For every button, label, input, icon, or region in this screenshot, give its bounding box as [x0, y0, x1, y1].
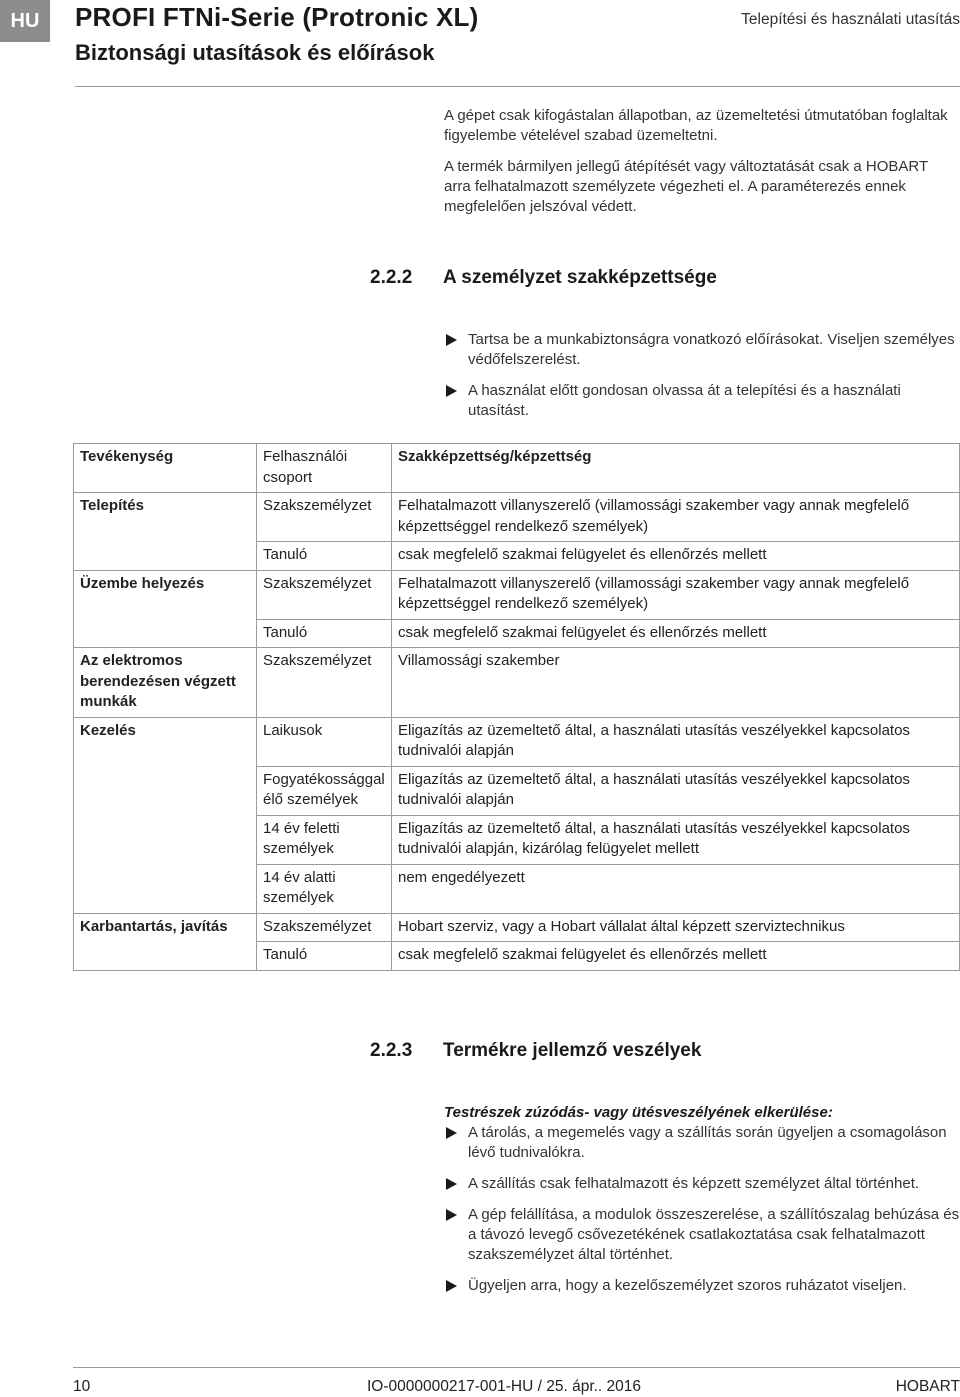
activity-cell: Kezelés: [74, 717, 257, 913]
activity-cell: Az elektromos berendezésen végzett munkák: [74, 648, 257, 718]
qualification-notes: [444, 330, 958, 432]
table-row: [74, 570, 960, 619]
qualification-cell: Felhatalmazott villanyszerelő (villamossági szakember vagy annak megfelelő képzettséggel rendelkező személyek): [392, 493, 960, 542]
page-number: 10: [73, 1378, 91, 1395]
user-group-cell: Tanuló: [257, 619, 392, 648]
qualification-cell: csak megfelelő szakmai felügyelet és ellenőrzés mellett: [392, 942, 960, 971]
table-row: [74, 648, 960, 718]
bullet-item: A szállítás csak felhatalmazott és képzett személyzet által történhet.: [444, 1174, 960, 1194]
activity-cell: Karbantartás, javítás: [74, 913, 257, 970]
document-title: PROFI FTNi-Serie (Protronic XL): [75, 2, 479, 32]
bullet-item: Ügyeljen arra, hogy a kezelőszemélyzet szoros ruházatot viseljen.: [444, 1276, 960, 1296]
activity-cell: Telepítés: [74, 493, 257, 571]
section-title: Termékre jellemző veszélyek: [443, 1040, 702, 1061]
column-header-user-group: Felhasználói csoport: [257, 444, 392, 493]
activity-cell: Üzembe helyezés: [74, 570, 257, 648]
qualification-table: [73, 443, 960, 971]
intro-paragraph-2: A termék bármilyen jellegű átépítését vagy változtatását csak a HOBART arra felhatalmazott személyzete végezheti el. A paraméterezés ennek megfelelően jelszóval védett.: [444, 158, 928, 215]
section-number: 2.2.2: [370, 267, 413, 288]
user-group-cell: Laikusok: [257, 717, 392, 766]
user-group-cell: Fogyatékossággal élő személyek: [257, 766, 392, 815]
intro-paragraph-1: A gépet csak kifogástalan állapotban, az üzemeltetési útmutatóban foglaltak figyelembe vételével szabad üzemeltetni.: [444, 107, 948, 144]
user-group-cell: 14 év alatti személyek: [257, 864, 392, 913]
qualification-cell: Villamossági szakember: [392, 648, 960, 718]
section-heading-2-2-2: [370, 267, 717, 289]
qualification-cell: csak megfelelő szakmai felügyelet és ellenőrzés mellett: [392, 619, 960, 648]
brand-name: HOBART: [895, 1378, 960, 1395]
bullet-item: A gép felállítása, a modulok összeszerelése, a szállítószalag behúzása és a távozó levegő csővezetékének csatlakoztatása csak felhatalmazott szakszemélyzet által történhet.: [444, 1205, 960, 1265]
user-group-cell: 14 év feletti személyek: [257, 815, 392, 864]
document-type: Telepítési és használati utasítás: [741, 11, 960, 28]
section-title: A személyzet szakképzettsége: [443, 267, 717, 288]
column-header-qualification: Szakképzettség/képzettség: [392, 444, 960, 493]
table-header-row: [74, 444, 960, 493]
qualification-cell: Eligazítás az üzemeltető által, a használati utasítás veszélyekkel kapcsolatos tudnivalói alapján: [392, 717, 960, 766]
document-id: IO-0000000217-001-HU / 25. ápr.. 2016: [367, 1378, 642, 1395]
section-number: 2.2.3: [370, 1040, 413, 1061]
header-divider: [75, 86, 960, 87]
bullet-item: A tárolás, a megemelés vagy a szállítás során ügyeljen a csomagoláson lévő tudnivalókra.: [444, 1123, 960, 1163]
bullet-item: Tartsa be a munkabiztonságra vonatkozó előírásokat. Viseljen személyes védőfelszerelést.: [444, 330, 958, 370]
document-subtitle: Biztonsági utasítások és előírások: [75, 40, 435, 65]
user-group-cell: Tanuló: [257, 542, 392, 571]
bullet-list: [444, 330, 958, 421]
qualification-cell: Hobart szerviz, vagy a Hobart vállalat által képzett szerviztechnikus: [392, 913, 960, 942]
user-group-cell: Szakszemélyzet: [257, 493, 392, 542]
user-group-cell: Szakszemélyzet: [257, 648, 392, 718]
bullet-list: [444, 1123, 960, 1296]
section-heading-2-2-3: [370, 1040, 701, 1062]
footer-divider: [73, 1367, 960, 1368]
table-body: [74, 493, 960, 971]
qualification-cell: csak megfelelő szakmai felügyelet és ellenőrzés mellett: [392, 542, 960, 571]
table-row: [74, 493, 960, 542]
qualification-cell: Eligazítás az üzemeltető által, a használati utasítás veszélyekkel kapcsolatos tudnivalói alapján, kizárólag felügyelet mellett: [392, 815, 960, 864]
hazard-lead: Testrészek zúzódás- vagy ütésveszélyének elkerülése:: [444, 1104, 833, 1121]
column-header-activity: Tevékenység: [74, 444, 257, 493]
user-group-cell: Szakszemélyzet: [257, 570, 392, 619]
language-badge: HU: [0, 0, 50, 42]
qualification-cell: nem engedélyezett: [392, 864, 960, 913]
qualification-cell: Eligazítás az üzemeltető által, a használati utasítás veszélyekkel kapcsolatos tudnivalói alapján: [392, 766, 960, 815]
user-group-cell: Tanuló: [257, 942, 392, 971]
table-row: [74, 717, 960, 766]
user-group-cell: Szakszemélyzet: [257, 913, 392, 942]
qualification-cell: Felhatalmazott villanyszerelő (villamossági szakember vagy annak megfelelő képzettséggel rendelkező személyek): [392, 570, 960, 619]
bullet-item: A használat előtt gondosan olvassa át a telepítési és a használati utasítást.: [444, 381, 958, 421]
table-row: [74, 913, 960, 942]
hazards-text: [444, 1103, 960, 1307]
intro-text: [444, 106, 958, 217]
